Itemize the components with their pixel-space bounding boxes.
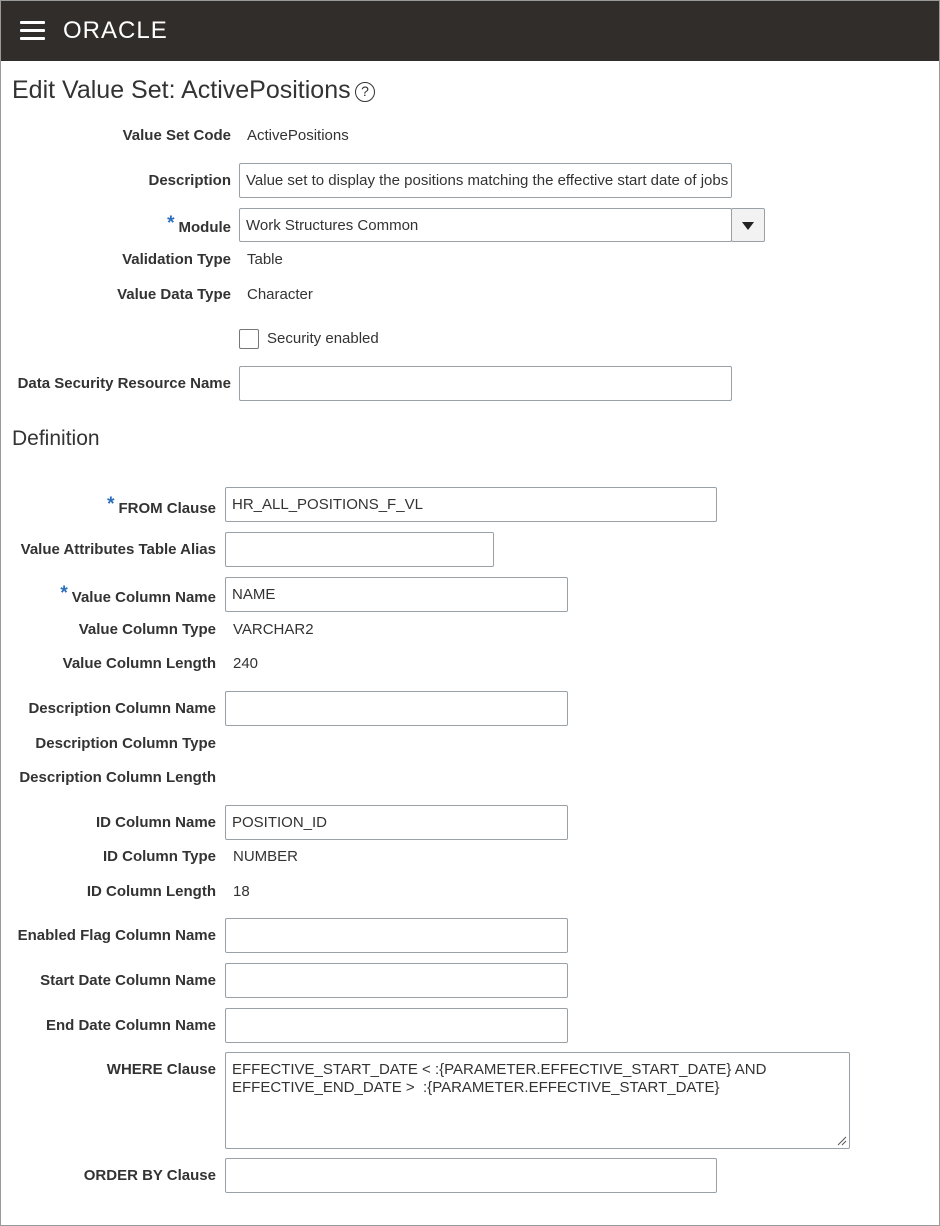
order-by-clause-label: ORDER BY Clause: [83, 1167, 216, 1184]
id-column-name-label: ID Column Name: [95, 814, 216, 831]
id-column-type-value: NUMBER: [233, 848, 299, 865]
order-by-clause-field[interactable]: [225, 1158, 717, 1193]
value-attributes-table-alias-label: Value Attributes Table Alias: [20, 541, 216, 558]
description-label: Description: [148, 172, 231, 189]
from-clause-label: * FROM Clause: [107, 494, 216, 517]
required-indicator: *: [107, 494, 115, 515]
required-indicator: *: [167, 213, 175, 234]
value-attributes-table-alias-field[interactable]: [225, 532, 494, 567]
description-column-type-label: Description Column Type: [35, 735, 216, 752]
value-data-type-label: Value Data Type: [117, 286, 231, 303]
end-date-column-name-field[interactable]: [225, 1008, 568, 1043]
id-column-type-label: ID Column Type: [102, 848, 216, 865]
resize-grip-icon[interactable]: [837, 1136, 847, 1146]
definition-section-title: Definition: [12, 427, 100, 450]
module-select[interactable]: Work Structures Common: [239, 208, 732, 242]
data-security-resource-name-field[interactable]: [239, 366, 732, 401]
value-set-code-value: ActivePositions: [247, 127, 349, 144]
enabled-flag-column-name-label: Enabled Flag Column Name: [17, 927, 216, 944]
end-date-column-name-label: End Date Column Name: [45, 1017, 216, 1034]
description-field[interactable]: Value set to display the positions matching the effective start date of jobs: [239, 163, 732, 198]
data-security-resource-name-label: Data Security Resource Name: [17, 375, 231, 392]
hamburger-menu-icon[interactable]: [20, 21, 45, 41]
id-column-length-label: ID Column Length: [86, 883, 216, 900]
value-column-type-value: VARCHAR2: [233, 621, 314, 638]
from-clause-field[interactable]: HR_ALL_POSITIONS_F_VL: [225, 487, 717, 522]
id-column-name-field[interactable]: POSITION_ID: [225, 805, 568, 840]
value-column-length-label: Value Column Length: [62, 655, 216, 672]
oracle-logo: ORACLE: [63, 17, 168, 44]
security-enabled-checkbox[interactable]: [239, 329, 259, 349]
where-clause-label: WHERE Clause: [106, 1061, 216, 1078]
description-column-name-label: Description Column Name: [28, 700, 216, 717]
triangle-down-icon[interactable]: [731, 208, 765, 242]
value-set-code-label: Value Set Code: [122, 127, 231, 144]
module-label: * Module: [167, 213, 231, 236]
start-date-column-name-label: Start Date Column Name: [40, 972, 216, 989]
start-date-column-name-field[interactable]: [225, 963, 568, 998]
page-title: Edit Value Set: ActivePositions: [12, 76, 351, 104]
value-column-name-label: * Value Column Name: [60, 583, 216, 606]
value-column-length-value: 240: [233, 655, 259, 672]
value-data-type-value: Character: [247, 286, 313, 303]
top-navigation-bar: [1, 1, 939, 61]
where-clause-textarea[interactable]: [225, 1052, 850, 1149]
validation-type-value: Table: [247, 251, 283, 268]
id-column-length-value: 18: [233, 883, 250, 900]
where-clause-text: EFFECTIVE_START_DATE < :{PARAMETER.EFFECTIVE_START_DATE} AND EFFECTIVE_END_DATE > :{PARAMETER.EFFECTIVE_START_DATE}: [232, 1061, 767, 1096]
validation-type-label: Validation Type: [122, 251, 231, 268]
help-icon[interactable]: ?: [355, 82, 375, 102]
description-column-length-label: Description Column Length: [19, 769, 216, 786]
enabled-flag-column-name-field[interactable]: [225, 918, 568, 953]
value-column-name-field[interactable]: NAME: [225, 577, 568, 612]
security-enabled-label: Security enabled: [267, 330, 379, 347]
value-column-type-label: Value Column Type: [78, 621, 216, 638]
required-indicator: *: [60, 583, 68, 604]
description-column-name-field[interactable]: [225, 691, 568, 726]
